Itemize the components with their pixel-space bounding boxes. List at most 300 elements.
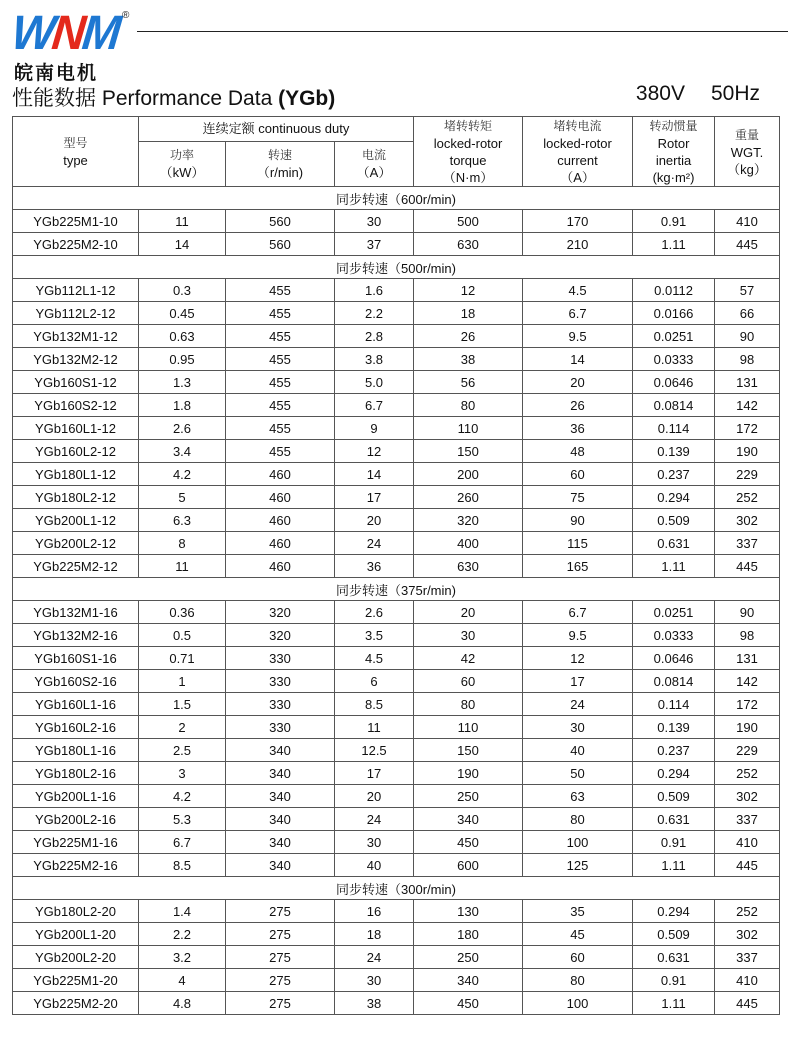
col-weight: 重量 WGT. （kg） [715,117,780,187]
cell-type: YGb200L2-20 [13,946,139,969]
page-title: 性能数据 Performance Data (YGb) [12,87,336,110]
cell-weight: 57 [715,279,780,302]
cell-weight: 252 [715,486,780,509]
cell-current: 17 [335,486,414,509]
cell-power: 1.3 [139,371,226,394]
col-locked-torque: 堵转转矩 locked-rotor torque （N·m） [414,117,523,187]
cell-power: 4.2 [139,463,226,486]
cell-power: 2.5 [139,739,226,762]
cell-power: 0.36 [139,601,226,624]
cell-weight: 172 [715,693,780,716]
cell-locked-current: 12 [523,647,633,670]
cell-current: 2.2 [335,302,414,325]
frequency: 50Hz [710,82,760,105]
cell-weight: 445 [715,854,780,877]
cell-locked-torque: 600 [414,854,523,877]
cell-locked-current: 17 [523,670,633,693]
cell-speed: 330 [226,716,335,739]
table-row [13,325,780,348]
cell-type: YGb160S1-16 [13,647,139,670]
sync-speed-label: 同步转速（600r/min) [13,187,780,210]
cell-speed: 460 [226,509,335,532]
cell-type: YGb200L1-20 [13,923,139,946]
cell-locked-current: 125 [523,854,633,877]
cell-weight: 445 [715,555,780,578]
performance-table [12,116,780,1015]
cell-inertia: 0.114 [633,693,715,716]
cell-current: 8.5 [335,693,414,716]
cell-inertia: 0.0646 [633,371,715,394]
cell-inertia: 1.11 [633,233,715,256]
cell-weight: 410 [715,210,780,233]
cell-current: 2.8 [335,325,414,348]
cell-type: YGb180L1-16 [13,739,139,762]
cell-type: YGb160S2-16 [13,670,139,693]
table-row [13,923,780,946]
cell-power: 6.7 [139,831,226,854]
cell-current: 3.5 [335,624,414,647]
cell-current: 24 [335,946,414,969]
cell-speed: 460 [226,555,335,578]
cell-inertia: 0.91 [633,831,715,854]
cell-current: 14 [335,463,414,486]
cell-speed: 455 [226,325,335,348]
cell-inertia: 0.139 [633,716,715,739]
cell-weight: 131 [715,371,780,394]
cell-type: YGb200L2-16 [13,808,139,831]
cell-current: 37 [335,233,414,256]
cell-power: 2 [139,716,226,739]
cell-power: 1.8 [139,394,226,417]
col-type: 型号 type [13,117,139,187]
col-current: 电流 （A） [335,141,414,186]
cell-locked-torque: 250 [414,946,523,969]
cell-locked-current: 80 [523,969,633,992]
cell-power: 4.8 [139,992,226,1015]
cell-type: YGb160L2-12 [13,440,139,463]
cell-power: 11 [139,555,226,578]
cell-locked-current: 26 [523,394,633,417]
cell-current: 11 [335,716,414,739]
cell-locked-torque: 630 [414,555,523,578]
cell-type: YGb160L1-12 [13,417,139,440]
cell-power: 3 [139,762,226,785]
cell-locked-current: 45 [523,923,633,946]
cell-weight: 229 [715,739,780,762]
cell-locked-torque: 110 [414,716,523,739]
cell-weight: 190 [715,440,780,463]
cell-locked-current: 9.5 [523,624,633,647]
cell-inertia: 0.0251 [633,601,715,624]
cell-speed: 455 [226,348,335,371]
cell-weight: 445 [715,992,780,1015]
table-row [13,992,780,1015]
cell-locked-torque: 190 [414,762,523,785]
cell-inertia: 0.237 [633,739,715,762]
cell-power: 0.3 [139,279,226,302]
cell-type: YGb160S1-12 [13,371,139,394]
table-row [13,555,780,578]
cell-locked-torque: 400 [414,532,523,555]
cell-type: YGb180L2-16 [13,762,139,785]
col-continuous-duty: 连续定额 continuous duty [139,117,414,142]
cell-weight: 302 [715,509,780,532]
table-row [13,440,780,463]
table-row [13,417,780,440]
cell-speed: 455 [226,371,335,394]
cell-weight: 337 [715,946,780,969]
cell-locked-torque: 26 [414,325,523,348]
cell-speed: 560 [226,233,335,256]
cell-type: YGb200L2-12 [13,532,139,555]
cell-speed: 460 [226,486,335,509]
cell-current: 20 [335,785,414,808]
cell-locked-current: 36 [523,417,633,440]
cell-type: YGb180L2-20 [13,900,139,923]
table-row [13,279,780,302]
cell-locked-current: 24 [523,693,633,716]
cell-type: YGb225M1-10 [13,210,139,233]
table-row [13,900,780,923]
cell-current: 16 [335,900,414,923]
cell-locked-torque: 500 [414,210,523,233]
cell-locked-torque: 30 [414,624,523,647]
cell-locked-current: 80 [523,808,633,831]
cell-locked-torque: 320 [414,509,523,532]
cell-type: YGb200L1-16 [13,785,139,808]
table-row [13,509,780,532]
cell-locked-torque: 60 [414,670,523,693]
table-row [13,601,780,624]
cell-power: 6.3 [139,509,226,532]
cell-type: YGb225M2-20 [13,992,139,1015]
table-row [13,624,780,647]
cell-locked-torque: 42 [414,647,523,670]
cell-locked-current: 20 [523,371,633,394]
cell-locked-current: 48 [523,440,633,463]
cell-current: 12 [335,440,414,463]
cell-locked-torque: 200 [414,463,523,486]
cell-type: YGb180L1-12 [13,463,139,486]
cell-current: 17 [335,762,414,785]
cell-locked-current: 14 [523,348,633,371]
cell-power: 1.5 [139,693,226,716]
table-row [13,969,780,992]
cell-current: 6.7 [335,394,414,417]
cell-speed: 320 [226,601,335,624]
header-rule [137,31,788,32]
cell-speed: 275 [226,992,335,1015]
cell-current: 30 [335,210,414,233]
cell-weight: 445 [715,233,780,256]
cell-current: 40 [335,854,414,877]
cell-power: 0.71 [139,647,226,670]
cell-weight: 229 [715,463,780,486]
cell-speed: 460 [226,463,335,486]
cell-inertia: 0.0166 [633,302,715,325]
cell-locked-current: 60 [523,946,633,969]
cell-locked-current: 30 [523,716,633,739]
cell-speed: 340 [226,762,335,785]
table-row [13,210,780,233]
cell-current: 5.0 [335,371,414,394]
cell-locked-torque: 150 [414,739,523,762]
table-row [13,394,780,417]
cell-power: 8 [139,532,226,555]
table-body [13,187,780,1015]
cell-power: 0.63 [139,325,226,348]
cell-speed: 340 [226,808,335,831]
group-row [13,187,780,210]
cell-locked-torque: 180 [414,923,523,946]
table-row [13,946,780,969]
cell-locked-current: 6.7 [523,601,633,624]
cell-weight: 142 [715,394,780,417]
cell-current: 24 [335,532,414,555]
col-power: 功率 （kW） [139,141,226,186]
table-row [13,762,780,785]
cell-speed: 455 [226,440,335,463]
cell-type: YGb112L2-12 [13,302,139,325]
cell-locked-current: 115 [523,532,633,555]
cell-locked-torque: 80 [414,394,523,417]
cell-current: 2.6 [335,601,414,624]
cell-speed: 460 [226,532,335,555]
cell-weight: 66 [715,302,780,325]
cell-inertia: 0.294 [633,762,715,785]
cell-current: 4.5 [335,647,414,670]
cell-locked-current: 210 [523,233,633,256]
cell-locked-current: 170 [523,210,633,233]
brand-name-cn: 皖南电机 [14,62,99,84]
cell-current: 36 [335,555,414,578]
cell-power: 2.6 [139,417,226,440]
cell-locked-torque: 20 [414,601,523,624]
cell-current: 6 [335,670,414,693]
cell-speed: 455 [226,302,335,325]
cell-weight: 98 [715,624,780,647]
cell-inertia: 0.139 [633,440,715,463]
cell-weight: 337 [715,808,780,831]
cell-power: 1 [139,670,226,693]
cell-weight: 302 [715,923,780,946]
table-row [13,831,780,854]
cell-speed: 340 [226,854,335,877]
cell-type: YGb225M1-20 [13,969,139,992]
cell-inertia: 0.0814 [633,670,715,693]
cell-inertia: 0.509 [633,785,715,808]
table-row [13,785,780,808]
cell-inertia: 0.0333 [633,624,715,647]
cell-speed: 455 [226,279,335,302]
cell-current: 24 [335,808,414,831]
cell-locked-torque: 450 [414,992,523,1015]
cell-type: YGb225M1-16 [13,831,139,854]
cell-locked-torque: 56 [414,371,523,394]
cell-locked-torque: 18 [414,302,523,325]
cell-type: YGb225M2-12 [13,555,139,578]
cell-inertia: 0.294 [633,486,715,509]
cell-locked-torque: 130 [414,900,523,923]
sync-speed-label: 同步转速（500r/min) [13,256,780,279]
cell-locked-current: 9.5 [523,325,633,348]
cell-inertia: 1.11 [633,992,715,1015]
table-row [13,670,780,693]
cell-weight: 142 [715,670,780,693]
cell-type: YGb225M2-10 [13,233,139,256]
table-row [13,486,780,509]
cell-inertia: 0.0646 [633,647,715,670]
cell-speed: 275 [226,900,335,923]
cell-speed: 330 [226,647,335,670]
cell-locked-current: 75 [523,486,633,509]
sync-speed-label: 同步转速（375r/min) [13,578,780,601]
table-row [13,463,780,486]
cell-inertia: 0.91 [633,210,715,233]
group-row [13,877,780,900]
logo-wordmark: WNM [9,4,121,60]
cell-type: YGb132M2-12 [13,348,139,371]
table-row [13,233,780,256]
cell-power: 2.2 [139,923,226,946]
cell-power: 5 [139,486,226,509]
cell-power: 0.45 [139,302,226,325]
col-inertia: 转动惯量 Rotor inertia (kg·m²) [633,117,715,187]
cell-locked-torque: 80 [414,693,523,716]
cell-current: 30 [335,831,414,854]
cell-type: YGb112L1-12 [13,279,139,302]
cell-weight: 190 [715,716,780,739]
cell-speed: 320 [226,624,335,647]
cell-type: YGb160S2-12 [13,394,139,417]
cell-power: 0.5 [139,624,226,647]
table-row [13,693,780,716]
cell-weight: 131 [715,647,780,670]
cell-locked-current: 100 [523,831,633,854]
cell-speed: 340 [226,785,335,808]
cell-inertia: 0.509 [633,509,715,532]
cell-inertia: 0.0814 [633,394,715,417]
table-row [13,854,780,877]
cell-speed: 340 [226,831,335,854]
cell-locked-torque: 250 [414,785,523,808]
col-speed: 转速 （r/min) [226,141,335,186]
cell-power: 0.95 [139,348,226,371]
cell-inertia: 0.509 [633,923,715,946]
cell-locked-torque: 260 [414,486,523,509]
cell-power: 5.3 [139,808,226,831]
sync-speed-label: 同步转速（300r/min) [13,877,780,900]
table-row [13,739,780,762]
cell-speed: 340 [226,739,335,762]
cell-weight: 252 [715,900,780,923]
cell-inertia: 1.11 [633,854,715,877]
cell-speed: 455 [226,417,335,440]
group-row [13,256,780,279]
cell-weight: 302 [715,785,780,808]
brand-logo [9,4,130,84]
cell-current: 30 [335,969,414,992]
voltage: 380V [635,82,685,105]
cell-power: 4 [139,969,226,992]
cell-current: 1.6 [335,279,414,302]
cell-locked-current: 100 [523,992,633,1015]
cell-locked-current: 90 [523,509,633,532]
cell-weight: 98 [715,348,780,371]
cell-speed: 275 [226,969,335,992]
group-row [13,578,780,601]
cell-inertia: 0.0112 [633,279,715,302]
cell-locked-torque: 450 [414,831,523,854]
cell-current: 38 [335,992,414,1015]
cell-locked-current: 63 [523,785,633,808]
cell-inertia: 0.0333 [633,348,715,371]
cell-inertia: 0.237 [633,463,715,486]
cell-locked-current: 35 [523,900,633,923]
cell-locked-torque: 630 [414,233,523,256]
table-row [13,348,780,371]
cell-inertia: 0.631 [633,808,715,831]
cell-speed: 275 [226,946,335,969]
cell-type: YGb225M2-16 [13,854,139,877]
table-row [13,532,780,555]
cell-type: YGb160L1-16 [13,693,139,716]
cell-locked-torque: 38 [414,348,523,371]
cell-power: 3.2 [139,946,226,969]
cell-locked-current: 4.5 [523,279,633,302]
table-row [13,647,780,670]
cell-current: 3.8 [335,348,414,371]
cell-locked-torque: 340 [414,969,523,992]
cell-locked-current: 60 [523,463,633,486]
cell-weight: 90 [715,601,780,624]
cell-weight: 410 [715,831,780,854]
cell-locked-current: 40 [523,739,633,762]
registered-mark: ® [122,10,130,21]
cell-current: 20 [335,509,414,532]
cell-current: 9 [335,417,414,440]
cell-current: 12.5 [335,739,414,762]
table-row [13,371,780,394]
cell-locked-torque: 12 [414,279,523,302]
cell-speed: 330 [226,693,335,716]
cell-inertia: 0.114 [633,417,715,440]
cell-locked-current: 50 [523,762,633,785]
cell-type: YGb200L1-12 [13,509,139,532]
cell-weight: 172 [715,417,780,440]
cell-type: YGb160L2-16 [13,716,139,739]
cell-speed: 330 [226,670,335,693]
cell-inertia: 0.631 [633,946,715,969]
cell-inertia: 1.11 [633,555,715,578]
cell-speed: 455 [226,394,335,417]
cell-locked-torque: 110 [414,417,523,440]
table-row [13,716,780,739]
cell-power: 11 [139,210,226,233]
cell-locked-current: 165 [523,555,633,578]
cell-inertia: 0.294 [633,900,715,923]
cell-type: YGb132M1-12 [13,325,139,348]
cell-power: 8.5 [139,854,226,877]
cell-type: YGb132M2-16 [13,624,139,647]
col-locked-current: 堵转电流 locked-rotor current （A） [523,117,633,187]
cell-weight: 90 [715,325,780,348]
cell-locked-torque: 150 [414,440,523,463]
cell-power: 14 [139,233,226,256]
cell-weight: 252 [715,762,780,785]
cell-speed: 275 [226,923,335,946]
cell-inertia: 0.0251 [633,325,715,348]
